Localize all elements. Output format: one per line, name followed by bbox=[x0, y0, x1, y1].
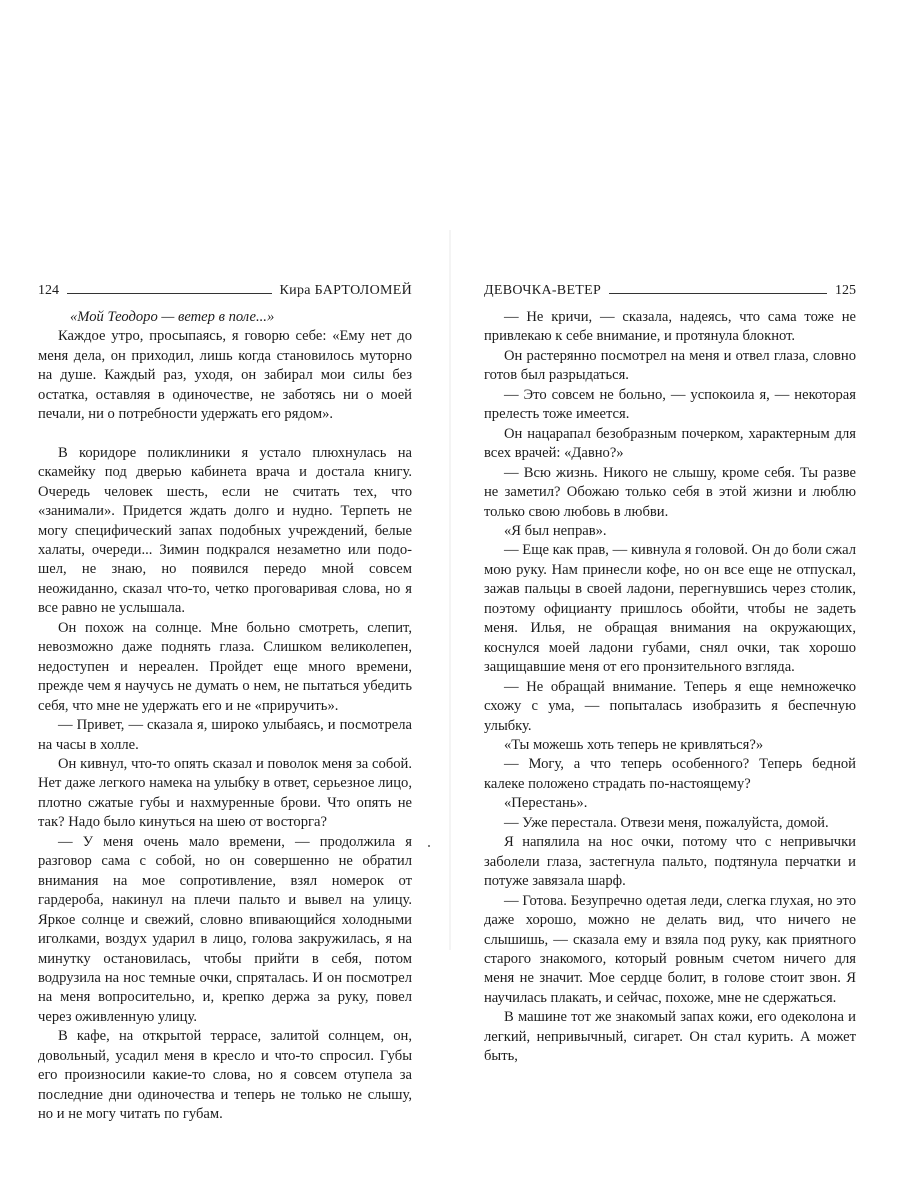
paragraph: Он кивнул, что-то опять сказал и поволок меня за собой. Нет даже легкого намека на улыбку в ответ, серьезное лицо, плотно сжатые губы и нахмуренные брови. Что опять не так? Надо было кинуться на шею от восторга? bbox=[38, 755, 412, 831]
left-body-text bbox=[38, 308, 412, 1125]
right-page-number: 125 bbox=[835, 283, 856, 298]
paragraph: «Перестань». bbox=[504, 795, 588, 812]
paragraph: — Не обращай внимание. Теперь я еще немножечко схожу с ума, — попыталась изобразить я беспечную улыбку. bbox=[484, 678, 856, 734]
left-page-number: 124 bbox=[38, 283, 59, 298]
paragraph: — Готова. Безупречно одетая леди, слегка глухая, но это даже хорошо, можно не делать вид, что ничего не слышишь, — сказала ему и взяла под руку, как приятного старого знакомого, который ровным счетом ничего для меня не значит. Мое сердце болит, в голове стоит звон. Я научилась плакать, и сейчас, похоже, мне не сдержаться. bbox=[484, 892, 856, 1006]
paragraph: Я напялила на нос очки, потому что с непривычки заболели глаза, застегнула пальто, подтянула перчатки и потуже завязала шарф. bbox=[484, 834, 856, 890]
right-body-text bbox=[484, 308, 856, 1067]
left-running-head bbox=[38, 280, 412, 302]
paragraph: — Могу, а что теперь особенного? Теперь бедной калеке положено страдать по-настоящему? bbox=[484, 756, 856, 792]
right-running-title: ДЕВОЧКА-ВЕТЕР bbox=[484, 283, 602, 298]
right-header-rule bbox=[609, 293, 827, 294]
paragraph: — Еще как прав, — кивнула я головой. Он до боли сжал мою руку. Нам принесли кофе, но он все еще не отпускал, зажав пальцы в своей ладони, перегнувшись через столик, поэтому официанту пришлось обойти, чтобы не задеть меня. Илья, не обращая внимания на окружающих, коснулся моей ладони губами, снял очки, так хорошо защищавшие меня от его пронзительного взгляда. bbox=[484, 542, 856, 676]
right-page bbox=[484, 280, 856, 1067]
paragraph: — Не кричи, — сказала, надеясь, что сама тоже не привлекаю к себе внимание, и протянула блокнот. bbox=[484, 309, 856, 345]
paragraph: Он похож на солнце. Мне больно смотреть, слепит, невозможно даже поднять глаза. Слишком великолепен, недоступен и нереален. Пройдет еще много времени, прежде чем я научусь не думать о нем, не пытаться убедить себя, что мне не удержать его и не «приручить». bbox=[38, 619, 412, 714]
book-gutter bbox=[449, 230, 451, 950]
paragraph: — Это совсем не больно, — успокоила я, — некоторая прелесть тоже имеется. bbox=[484, 386, 856, 423]
paragraph: — У меня очень мало времени, — продолжила я разговор сама с собой, но он совершенно не обратил внимания на мое сопротивление, взял номерок от гардероба, накинул на плечи пальто и вывел на улицу. Яркое солнце и свежий, словно впивающийся холодными иголками, воздух ударил в лицо, голова закружилась, я на минутку остановилась, чтобы прийти в себя, потом водрузила на нос темные очки, спряталась. И он посмотрел на меня вопросительно, и, крепко держа за руку, повел через оживленную улицу. bbox=[38, 833, 412, 1025]
paragraph: Каждое утро, просыпаясь, я говорю себе: «Ему нет до меня дела, он приходил, лишь когда становилось муторно на душе. Каждый раз, уходя, он забирал мои силы без остатка, оставляя в одиночестве, не заботясь ни о моей печали, ни о потребности удержать его рядом». bbox=[38, 328, 412, 423]
paragraph: «Ты можешь хоть теперь не кривляться?» bbox=[504, 736, 764, 753]
paragraph: — Всю жизнь. Никого не слышу, кроме себя. Ты разве не заметил? Обожаю только себя в этой жизни и люблю только свою любовь в любви. bbox=[484, 464, 856, 520]
left-header-rule bbox=[67, 293, 272, 294]
paragraph: — Уже перестала. Отвези меня, пожалуйста, домой. bbox=[504, 814, 829, 831]
paragraph: — Привет, — сказала я, широко улыбаясь, и посмотрела на часы в холле. bbox=[38, 717, 412, 753]
paragraph: Он нацарапал безобразным почерком, характерным для всех врачей: «Давно?» bbox=[484, 425, 856, 462]
paragraph: В кафе, на открытой террасе, залитой солнцем, он, довольный, усадил меня в кресло и что-то спросил. Губы его произносили какие-то слова, но я совсем отупела за последние дни одиночества и теперь не только не слышу, но и не могу читать по губам. bbox=[38, 1028, 412, 1123]
left-running-title: Кира БАРТОЛОМЕЙ bbox=[279, 283, 412, 298]
epigraph: «Мой Теодоро — ветер в поле...» bbox=[70, 309, 275, 325]
left-page bbox=[38, 280, 412, 1125]
print-speck bbox=[428, 845, 430, 847]
paragraph: В коридоре поликлиники я устало плюхнулась на скамейку под дверью кабинета врача и достала книгу. Очередь человек шесть, если не считать тех, что «занимали». Придется ждать долго и нудно. Терпеть не могу специфический запах подобных учреждений, белые халаты, очереди... Зимин подкрался незаметно или подошел, не знаю, но появился передо мной совсем неожиданно, сказал что-то, четко проговаривая слова, но я все равно не услышала. bbox=[38, 444, 412, 617]
right-running-head bbox=[484, 280, 856, 302]
paragraph: Он растерянно посмотрел на меня и отвел глаза, словно готов был разрыдаться. bbox=[484, 347, 856, 384]
paragraph: В машине тот же знакомый запах кожи, его одеколона и легкий, непривычный, сигарет. Он стал курить. А может быть, bbox=[484, 1009, 856, 1065]
paragraph: «Я был неправ». bbox=[504, 522, 607, 539]
